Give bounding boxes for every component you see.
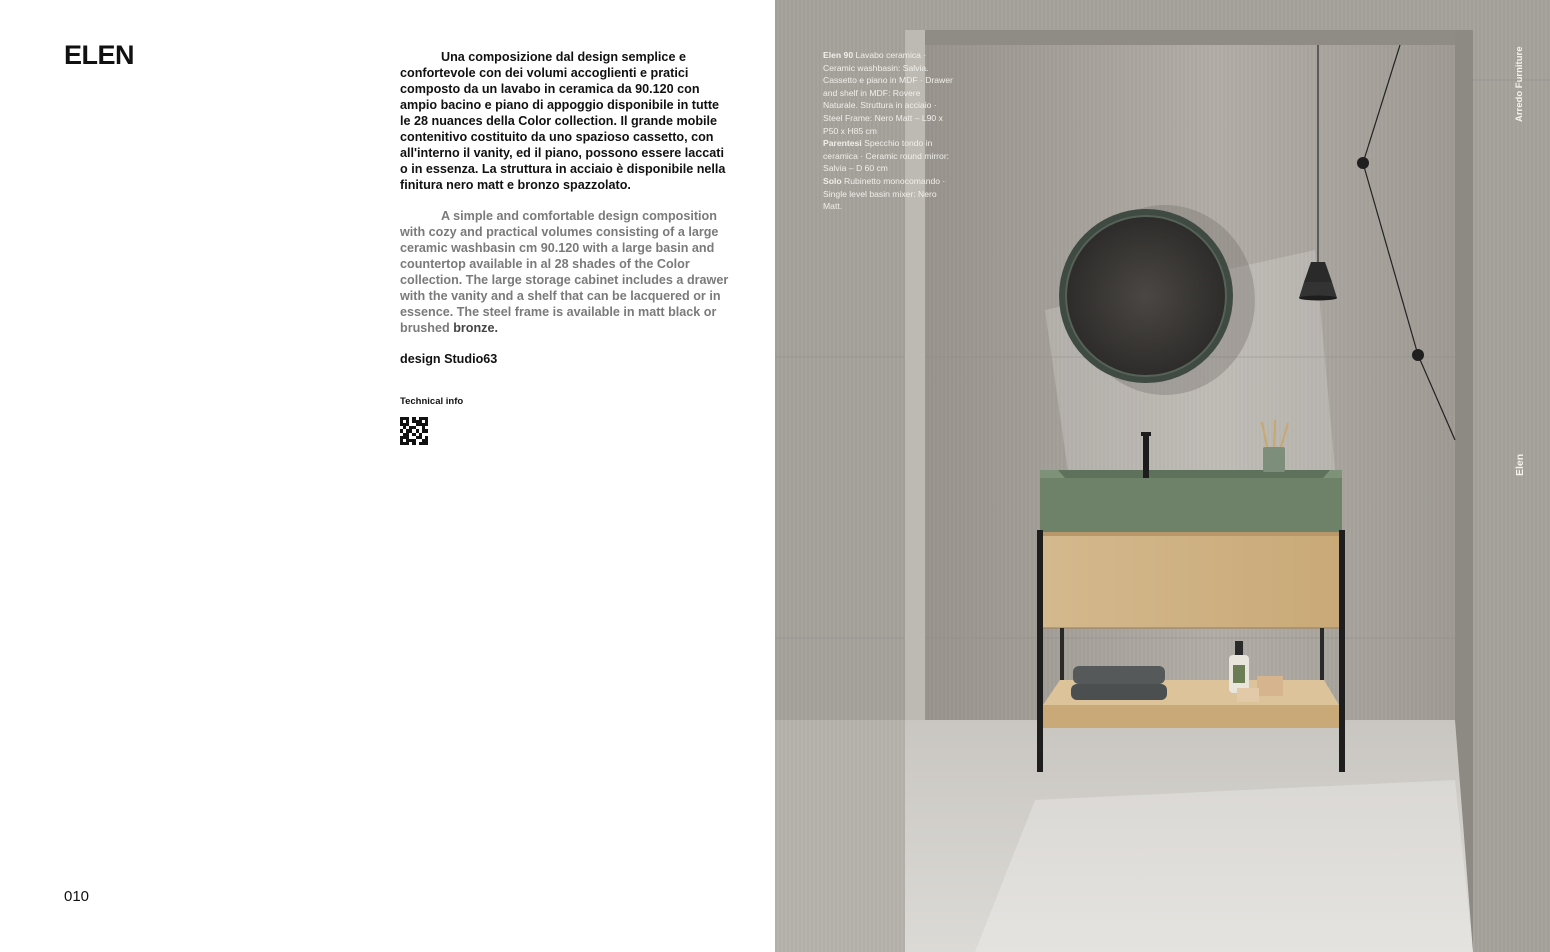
vertical-brand-label: Arredo Furniture — [1514, 46, 1525, 122]
caption-item-parentesi-name: Parentesi — [823, 138, 862, 149]
vertical-product-label: Elen — [1514, 453, 1526, 476]
caption-item-parentesi-text: Specchio tondo in ceramica · Ceramic round mirror: Salvia – D 60 cm — [823, 138, 950, 174]
caption-item-elen-text: Lavabo ceramica · Ceramic washbasin: Salvia. Cassetto e piano in MDF · Drawer and shelf in MDF: Rovere Naturale. Struttura in acciaio · Steel Frame: Nero Matt – L90 x P50 x H85 cm — [823, 50, 953, 136]
page-number: 010 — [64, 888, 90, 905]
qr-code-icon[interactable] — [400, 417, 428, 445]
description-english-emph: bronze. — [453, 321, 498, 335]
caption-item-solo-name: Solo — [823, 175, 842, 186]
product-caption — [823, 49, 953, 213]
description-column — [400, 49, 730, 445]
technical-info-label: Technical info — [400, 396, 464, 407]
caption-item-solo-text: Rubinetto monocomando · Single level basin mixer: Nero Matt. — [823, 175, 946, 212]
description-english — [400, 208, 730, 336]
caption-item-elen-name: Elen 90 — [823, 50, 854, 60]
right-page — [775, 0, 1550, 952]
page-title: ELEN — [64, 40, 135, 70]
description-italian: Una composizione dal design semplice e confortevole con dei volumi accoglienti e pratici composto da un lavabo in ceramica da 90.120 con ampio bacino e piano di appoggio disponibile in tutte le 28 nuances della Color collection. Il grande mobile contenitivo costituito da uno spazioso cassetto, con all'interno il vanity, ed il piano, possono essere laccati o in essenza. La struttura in acciaio è disponibile nella finitura nero matt e bronzo spazzolato. — [400, 50, 726, 192]
description-english-text: A simple and comfortable design composition with cozy and practical volumes consisting of a large ceramic washbasin cm 90.120 with a large basin and countertop available in al 28 shades of the Color collection. The large storage cabinet includes a drawer with the vanity and a shelf that can be lacquered or in essence. The steel frame is available in matt black or brushed — [400, 209, 729, 335]
designer-credit: design Studio63 — [400, 352, 498, 366]
